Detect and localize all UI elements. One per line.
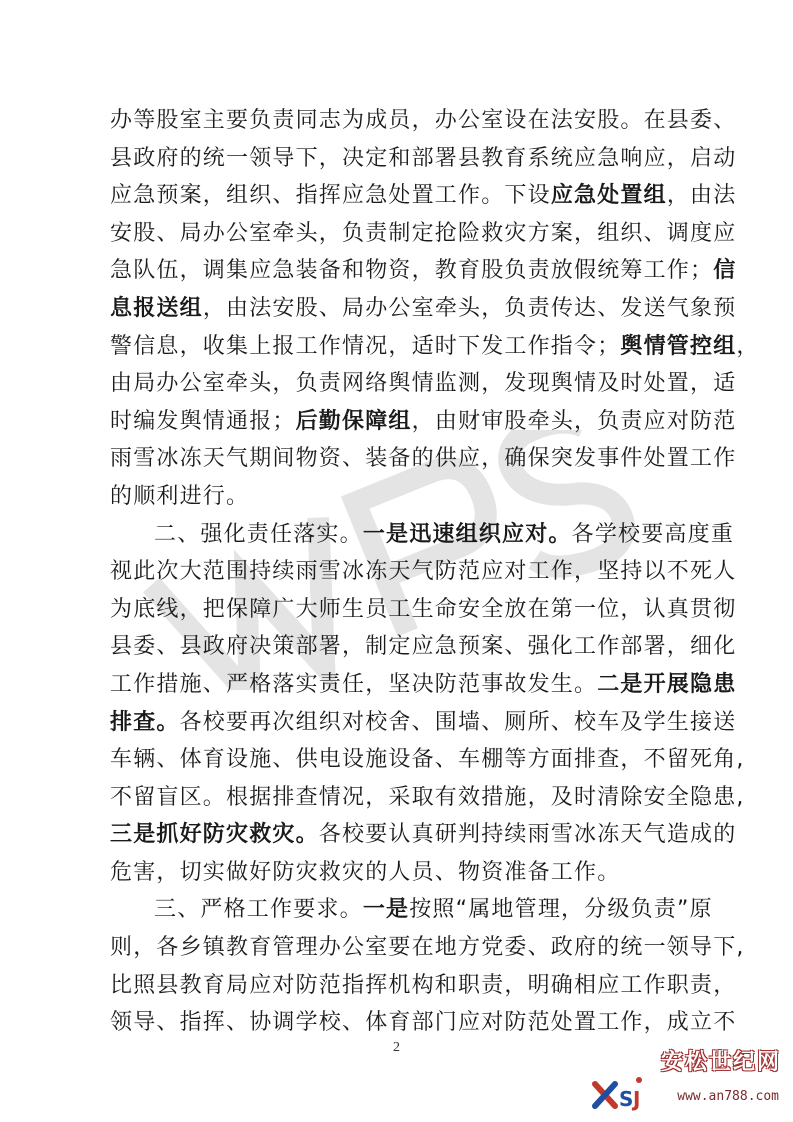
text-line: 县政府的统一领导下，决定和部署县教育系统应急响应，启动: [110, 145, 737, 171]
text-line: 则，各乡镇教育管理办公室要在地方党委、政府的统一领导下,: [110, 935, 745, 961]
text-line: [110, 516, 735, 554]
section-heading-2: 二、强化责任落实。: [154, 521, 363, 547]
group-name-opinion: 舆情管控组: [620, 333, 737, 359]
text-run: 警信息，收集上报工作情况，适时下发工作指令；: [110, 333, 621, 359]
text-run: ，由法安股、局办公室牵头，负责传达、发送气象预: [202, 295, 737, 321]
text-line: [110, 403, 737, 441]
text-run: 时编发舆情通报；: [110, 408, 296, 434]
text-line: 不留盲区。根据排查情况，采取有效措施，及时清除安全隐患,: [110, 784, 745, 810]
text-run: ，由法: [666, 183, 737, 209]
svg-text:J: J: [633, 1087, 641, 1111]
text-run: 急队伍，调集应急装备和物资，教育股负责放假统筹工作；: [110, 258, 714, 284]
text-line: 雨雪冰冻天气期间物资、装备的供应，确保突发事件处置工作: [110, 446, 737, 472]
text-line: 由局办公室牵头，负责网络舆情监测，发现舆情及时处置，适: [110, 371, 737, 397]
group-name-info-part1: 信: [713, 258, 737, 284]
group-name-logistics: 后勤保障组: [295, 408, 412, 434]
paragraph-org-structure: [110, 102, 760, 516]
text-run: 按照“属地管理，分级负责”原: [409, 897, 713, 923]
paragraph-responsibility: [110, 516, 745, 892]
text-line: 办等股室主要负责同志为成员，办公室设在法安股。在县委、: [110, 108, 737, 133]
page-number: 2: [393, 1040, 400, 1055]
text-run: 应急预案，组织、指挥应急处置工作。下设: [110, 183, 551, 209]
group-name-emergency: 应急处置组: [550, 183, 667, 209]
site-url: www.an788.com: [677, 1089, 779, 1104]
text-line: [110, 177, 737, 215]
text-line: 危害，切实做好防灾救灾的人员、物资准备工作。: [110, 859, 621, 885]
text-line: 为底线，把保障广大师生员工生命安全放在第一位，认真贯彻: [110, 596, 737, 622]
point-heading: 一是: [362, 897, 410, 923]
text-line: 车辆、体育设施、供电设施设备、车棚等方面排查，不留死角,: [110, 747, 745, 773]
text-run: 各校要认真研判持续雨雪冰冻天气造成的: [318, 822, 737, 848]
text-line: 比照县教育局应对防范指挥机构和职责，明确相应工作职责，: [110, 972, 737, 998]
text-line: 领导、指挥、协调学校、体育部门应对防范处置工作，成立不: [110, 1010, 737, 1036]
text-run: 各校要再次组织对校舍、围墙、厕所、校车及学生接送: [179, 709, 737, 735]
point-heading: 三是抓好防灾救灾。: [110, 822, 319, 848]
text-line: [110, 666, 737, 704]
text-run: ，: [736, 333, 760, 359]
group-name-info-part2: 息报送组: [110, 295, 203, 321]
site-name: 安松世纪网: [660, 1050, 781, 1075]
text-line: 视此次大范围持续雨雪冰冻天气防范应对工作，坚持以不死人: [110, 559, 737, 585]
document-body: [110, 102, 760, 1042]
point-heading: 排查。: [110, 709, 180, 735]
point-heading: 二是开展隐患: [597, 671, 737, 697]
site-logo[interactable]: [589, 1044, 789, 1116]
text-line: [110, 252, 737, 290]
text-run: 各学校要高度重: [571, 521, 735, 547]
section-heading-3: 三、严格工作要求。: [154, 897, 363, 923]
text-line: [110, 290, 737, 328]
text-line: 县委、县政府决策部署，制定应急预案、强化工作部署，细化: [110, 634, 737, 660]
paragraph-requirements: [110, 891, 745, 1041]
text-line: [110, 891, 713, 929]
text-run: ，由财审股牵头，负责应对防范: [411, 408, 737, 434]
text-line: [110, 816, 737, 854]
point-heading: 一是迅速组织应对。: [362, 521, 572, 547]
text-run: 工作措施、严格落实责任，坚决防范事故发生。: [110, 671, 598, 697]
text-line: 的顺利进行。: [110, 483, 250, 509]
text-line: [110, 704, 737, 742]
svg-text:S: S: [619, 1087, 634, 1111]
text-line: 安股、局办公室牵头，负责制定抢险救灾方案，组织、调度应: [110, 220, 737, 246]
text-line: [110, 328, 760, 366]
